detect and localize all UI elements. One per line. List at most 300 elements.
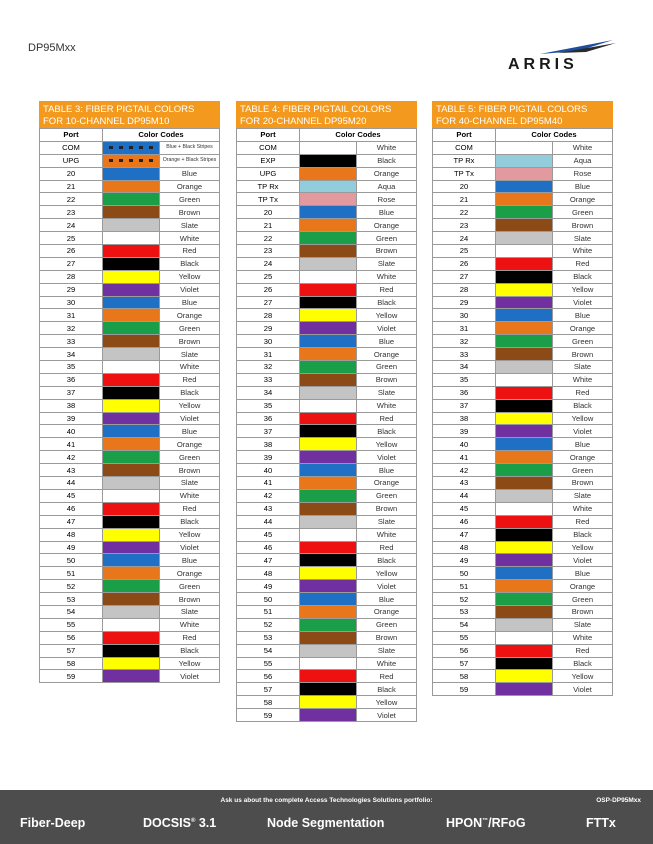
port-cell: 37 [40, 386, 103, 399]
color-name-cell: White [160, 489, 220, 502]
color-swatch [103, 670, 160, 683]
port-cell: 29 [40, 283, 103, 296]
color-name-cell: Violet [357, 580, 417, 593]
color-codes-header: Color Codes [103, 129, 220, 142]
docsis-version: 3.1 [198, 816, 217, 830]
color-swatch [103, 399, 160, 412]
table-row [433, 309, 613, 322]
color-name-cell: Orange [553, 451, 613, 464]
table-row [237, 502, 417, 515]
port-cell: 57 [40, 644, 103, 657]
color-name-cell: White [357, 399, 417, 412]
color-name-cell: Yellow [357, 567, 417, 580]
port-cell: TP Rx [237, 180, 300, 193]
port-cell: 28 [237, 309, 300, 322]
port-cell: 47 [433, 528, 496, 541]
port-header: Port [433, 129, 496, 142]
color-swatch [496, 412, 553, 425]
table-title: TABLE 5: FIBER PIGTAIL COLORS FOR 40-CHANNEL DP95M40 [432, 101, 613, 128]
color-swatch [300, 683, 357, 696]
table-row [40, 464, 220, 477]
table-row [40, 232, 220, 245]
color-name-cell: Green [553, 335, 613, 348]
table-row [433, 232, 613, 245]
color-swatch [103, 618, 160, 631]
port-cell: 22 [40, 193, 103, 206]
color-swatch [496, 348, 553, 361]
table-row [433, 412, 613, 425]
table-row [433, 593, 613, 606]
color-name-cell: Yellow [160, 657, 220, 670]
color-swatch [103, 489, 160, 502]
port-cell: 33 [433, 348, 496, 361]
color-name-cell: Yellow [160, 270, 220, 283]
port-cell: 40 [433, 438, 496, 451]
table-row [237, 657, 417, 670]
registered-mark: ® [190, 817, 196, 824]
color-name-cell: Black [357, 296, 417, 309]
color-swatch [496, 605, 553, 618]
color-swatch [496, 154, 553, 167]
color-swatch [300, 348, 357, 361]
color-swatch [496, 593, 553, 606]
table-row [237, 605, 417, 618]
table-row [40, 309, 220, 322]
color-name-cell: Orange [357, 219, 417, 232]
color-swatch [300, 386, 357, 399]
color-name-cell: Yellow [160, 528, 220, 541]
port-cell: TP Rx [433, 154, 496, 167]
trademark: ™ [482, 817, 489, 824]
table-row [237, 618, 417, 631]
color-name-cell: Rose [553, 167, 613, 180]
table-title: TABLE 4: FIBER PIGTAIL COLORS FOR 20-CHANNEL DP95M20 [236, 101, 417, 128]
port-cell: 44 [40, 477, 103, 490]
color-swatch [300, 515, 357, 528]
color-name-cell: Green [160, 193, 220, 206]
color-name-cell: Violet [553, 683, 613, 696]
port-cell: TP Tx [237, 193, 300, 206]
port-cell: 58 [40, 657, 103, 670]
color-swatch [103, 309, 160, 322]
color-name-cell: Green [357, 489, 417, 502]
color-swatch [300, 709, 357, 722]
table-row [237, 232, 417, 245]
color-swatch [300, 270, 357, 283]
color-name-cell: Orange [160, 309, 220, 322]
color-name-cell: Brown [160, 335, 220, 348]
table-row [237, 193, 417, 206]
color-swatch [496, 219, 553, 232]
color-name-cell: Brown [160, 464, 220, 477]
port-cell: 57 [237, 683, 300, 696]
color-name-cell: Red [160, 245, 220, 258]
port-cell: 42 [40, 451, 103, 464]
color-swatch [496, 670, 553, 683]
port-cell: COM [433, 141, 496, 154]
color-swatch [103, 283, 160, 296]
color-swatch [300, 696, 357, 709]
port-cell: EXP [237, 154, 300, 167]
port-cell: 44 [433, 489, 496, 502]
color-swatch [103, 386, 160, 399]
table-row [237, 167, 417, 180]
table-row [433, 644, 613, 657]
table-row [433, 438, 613, 451]
port-cell: 35 [237, 399, 300, 412]
color-name-cell: Black [357, 683, 417, 696]
footer-fiber-deep: Fiber-Deep [20, 816, 86, 830]
table-row [40, 425, 220, 438]
table-row [237, 554, 417, 567]
table-row [40, 412, 220, 425]
color-swatch [103, 644, 160, 657]
port-cell: 43 [40, 464, 103, 477]
table-row [237, 399, 417, 412]
color-swatch [496, 580, 553, 593]
color-swatch [496, 554, 553, 567]
table-row [40, 489, 220, 502]
color-swatch [103, 438, 160, 451]
port-cell: 24 [433, 232, 496, 245]
color-name-cell: Yellow [357, 309, 417, 322]
port-cell: 27 [433, 270, 496, 283]
table-row [237, 644, 417, 657]
color-name-cell: Slate [357, 257, 417, 270]
color-swatch [496, 335, 553, 348]
color-name-cell: White [553, 373, 613, 386]
port-cell: 39 [40, 412, 103, 425]
table-row [237, 438, 417, 451]
color-swatch [496, 206, 553, 219]
color-swatch [300, 644, 357, 657]
table-row [433, 515, 613, 528]
color-name-cell: Yellow [553, 670, 613, 683]
table-row [40, 399, 220, 412]
color-swatch [103, 425, 160, 438]
color-name-cell: Slate [160, 348, 220, 361]
color-swatch [300, 219, 357, 232]
color-swatch [496, 167, 553, 180]
table-row [237, 412, 417, 425]
table-row [40, 245, 220, 258]
port-cell: 49 [237, 580, 300, 593]
table-row [237, 386, 417, 399]
port-cell: 36 [237, 412, 300, 425]
color-swatch [300, 296, 357, 309]
table-row [237, 464, 417, 477]
color-name-cell: Green [553, 464, 613, 477]
table-row [433, 386, 613, 399]
port-cell: 22 [237, 232, 300, 245]
color-name-cell: Red [160, 373, 220, 386]
color-swatch [300, 232, 357, 245]
color-name-cell: Orange [357, 167, 417, 180]
table-row [237, 296, 417, 309]
table-row [433, 206, 613, 219]
color-name-cell: Orange [160, 180, 220, 193]
port-cell: 32 [433, 335, 496, 348]
color-swatch [496, 631, 553, 644]
table-row [237, 709, 417, 722]
color-swatch [103, 167, 160, 180]
color-swatch [496, 451, 553, 464]
color-name-cell: Blue [553, 567, 613, 580]
port-cell: 46 [237, 541, 300, 554]
table-row [40, 580, 220, 593]
port-cell: 56 [433, 644, 496, 657]
table-row [40, 348, 220, 361]
port-cell: TP Tx [433, 167, 496, 180]
port-cell: 42 [433, 464, 496, 477]
color-name-cell: White [357, 528, 417, 541]
color-name-cell: Violet [553, 425, 613, 438]
table-row [433, 296, 613, 309]
table-row [40, 670, 220, 683]
table-title: TABLE 3: FIBER PIGTAIL COLORS FOR 10-CHANNEL DP95M10 [39, 101, 220, 128]
color-name-cell: Blue [357, 206, 417, 219]
color-name-cell: Violet [357, 451, 417, 464]
port-cell: 24 [237, 257, 300, 270]
color-name-cell: Black [553, 270, 613, 283]
table-row [433, 193, 613, 206]
table-row [433, 502, 613, 515]
port-cell: 50 [433, 567, 496, 580]
table-row [433, 567, 613, 580]
color-swatch [496, 567, 553, 580]
color-name-cell: Blue [160, 167, 220, 180]
color-swatch [300, 167, 357, 180]
color-swatch [300, 464, 357, 477]
color-swatch [496, 502, 553, 515]
port-cell: 48 [237, 567, 300, 580]
table-row [237, 219, 417, 232]
port-cell: 55 [237, 657, 300, 670]
color-name-cell: Violet [160, 541, 220, 554]
table-row [433, 270, 613, 283]
port-cell: 21 [237, 219, 300, 232]
color-swatch [300, 580, 357, 593]
table-row [237, 154, 417, 167]
port-cell: COM [40, 141, 103, 154]
port-cell: 51 [433, 580, 496, 593]
port-cell: 27 [237, 296, 300, 309]
table-row [40, 657, 220, 670]
port-cell: 52 [40, 580, 103, 593]
color-swatch [496, 180, 553, 193]
table-row [433, 683, 613, 696]
port-cell: 36 [40, 373, 103, 386]
port-cell: 30 [433, 309, 496, 322]
color-name-cell: Black [553, 657, 613, 670]
port-cell: 50 [237, 593, 300, 606]
color-name-cell: Green [160, 322, 220, 335]
color-swatch [300, 438, 357, 451]
port-cell: 37 [237, 425, 300, 438]
port-cell: 38 [433, 412, 496, 425]
port-cell: 25 [433, 245, 496, 258]
table-row [40, 361, 220, 374]
color-swatch [103, 193, 160, 206]
table-row [40, 554, 220, 567]
color-swatch [496, 618, 553, 631]
port-cell: 22 [433, 206, 496, 219]
color-table [432, 128, 613, 696]
color-name-cell: Black [553, 399, 613, 412]
port-cell: 51 [237, 605, 300, 618]
port-cell: 37 [433, 399, 496, 412]
table-row [433, 605, 613, 618]
table-row [433, 348, 613, 361]
table-row [433, 670, 613, 683]
table-row [433, 631, 613, 644]
table-row [433, 554, 613, 567]
color-swatch [496, 257, 553, 270]
color-swatch [103, 593, 160, 606]
table-row [40, 438, 220, 451]
color-name-cell: Black [160, 257, 220, 270]
color-swatch [496, 644, 553, 657]
table-row [237, 670, 417, 683]
port-cell: UPG [40, 154, 103, 167]
table-row [433, 541, 613, 554]
color-swatch [300, 567, 357, 580]
table-row [237, 206, 417, 219]
port-cell: 30 [237, 335, 300, 348]
table-row [40, 270, 220, 283]
port-cell: 24 [40, 219, 103, 232]
table-row [237, 489, 417, 502]
port-cell: 31 [40, 309, 103, 322]
color-swatch [496, 373, 553, 386]
color-swatch [300, 593, 357, 606]
port-cell: 33 [237, 373, 300, 386]
logo-swoosh-icon [538, 38, 618, 58]
color-swatch [496, 193, 553, 206]
port-cell: 43 [237, 502, 300, 515]
port-cell: 39 [237, 451, 300, 464]
color-swatch [103, 361, 160, 374]
color-name-cell: White [357, 657, 417, 670]
table-row [40, 618, 220, 631]
color-name-cell: Yellow [357, 696, 417, 709]
color-swatch [103, 567, 160, 580]
hpon-label: HPON [446, 816, 483, 830]
color-swatch [103, 451, 160, 464]
color-name-cell: Brown [357, 245, 417, 258]
port-cell: 55 [433, 631, 496, 644]
port-cell: 28 [40, 270, 103, 283]
color-name-cell: Red [357, 412, 417, 425]
port-cell: 23 [433, 219, 496, 232]
port-cell: 48 [433, 541, 496, 554]
port-cell: 21 [40, 180, 103, 193]
port-cell: 58 [237, 696, 300, 709]
port-cell: 54 [237, 644, 300, 657]
color-name-cell: Violet [553, 296, 613, 309]
table-row [237, 309, 417, 322]
color-name-cell: Aqua [357, 180, 417, 193]
port-cell: 26 [237, 283, 300, 296]
color-name-cell: Blue [160, 296, 220, 309]
color-swatch [103, 541, 160, 554]
color-swatch [103, 373, 160, 386]
color-name-cell: Blue [357, 335, 417, 348]
color-swatch [103, 477, 160, 490]
footer-hpon [446, 816, 526, 830]
port-cell: 36 [433, 386, 496, 399]
color-name-cell: Red [553, 257, 613, 270]
color-name-cell: Yellow [553, 412, 613, 425]
color-name-cell: Brown [160, 593, 220, 606]
table-row [237, 451, 417, 464]
port-cell: 59 [40, 670, 103, 683]
port-cell: 51 [40, 567, 103, 580]
color-name-cell: Orange [160, 438, 220, 451]
footer-portfolio-text: Ask us about the complete Access Technologies Solutions portfolio: [220, 797, 433, 804]
table-row [237, 257, 417, 270]
port-cell: 28 [433, 283, 496, 296]
color-name-cell: Red [357, 670, 417, 683]
color-table [39, 128, 220, 683]
color-swatch [300, 489, 357, 502]
color-swatch [496, 309, 553, 322]
color-swatch [496, 361, 553, 374]
color-swatch [103, 219, 160, 232]
color-swatch [300, 502, 357, 515]
table-row [433, 283, 613, 296]
color-name-cell: Blue + Black Stripes [160, 141, 220, 154]
color-name-cell: Orange [357, 348, 417, 361]
footer-bar [0, 790, 653, 844]
table-row [40, 528, 220, 541]
color-name-cell: Violet [357, 322, 417, 335]
color-swatch [300, 451, 357, 464]
color-swatch [103, 348, 160, 361]
port-cell: 41 [237, 477, 300, 490]
port-cell: 43 [433, 477, 496, 490]
table-row [433, 257, 613, 270]
port-cell: 53 [433, 605, 496, 618]
footer-fttx: FTTx [586, 816, 616, 830]
color-name-cell: White [357, 270, 417, 283]
color-name-cell: Blue [357, 464, 417, 477]
table-row [237, 335, 417, 348]
port-cell: 25 [237, 270, 300, 283]
color-swatch [300, 154, 357, 167]
color-swatch [496, 283, 553, 296]
table-row [433, 335, 613, 348]
color-name-cell: Orange [357, 477, 417, 490]
port-cell: 42 [237, 489, 300, 502]
port-cell: 53 [40, 593, 103, 606]
color-name-cell: Slate [553, 618, 613, 631]
color-name-cell: White [160, 361, 220, 374]
color-name-cell: Violet [160, 412, 220, 425]
table-row [433, 361, 613, 374]
color-name-cell: Yellow [553, 283, 613, 296]
port-cell: 54 [40, 605, 103, 618]
color-swatch [103, 605, 160, 618]
color-swatch [103, 232, 160, 245]
table-row [433, 322, 613, 335]
table-row [433, 489, 613, 502]
port-cell: 27 [40, 257, 103, 270]
table-row [237, 477, 417, 490]
color-name-cell: Brown [160, 206, 220, 219]
port-cell: 20 [237, 206, 300, 219]
color-swatch [300, 283, 357, 296]
